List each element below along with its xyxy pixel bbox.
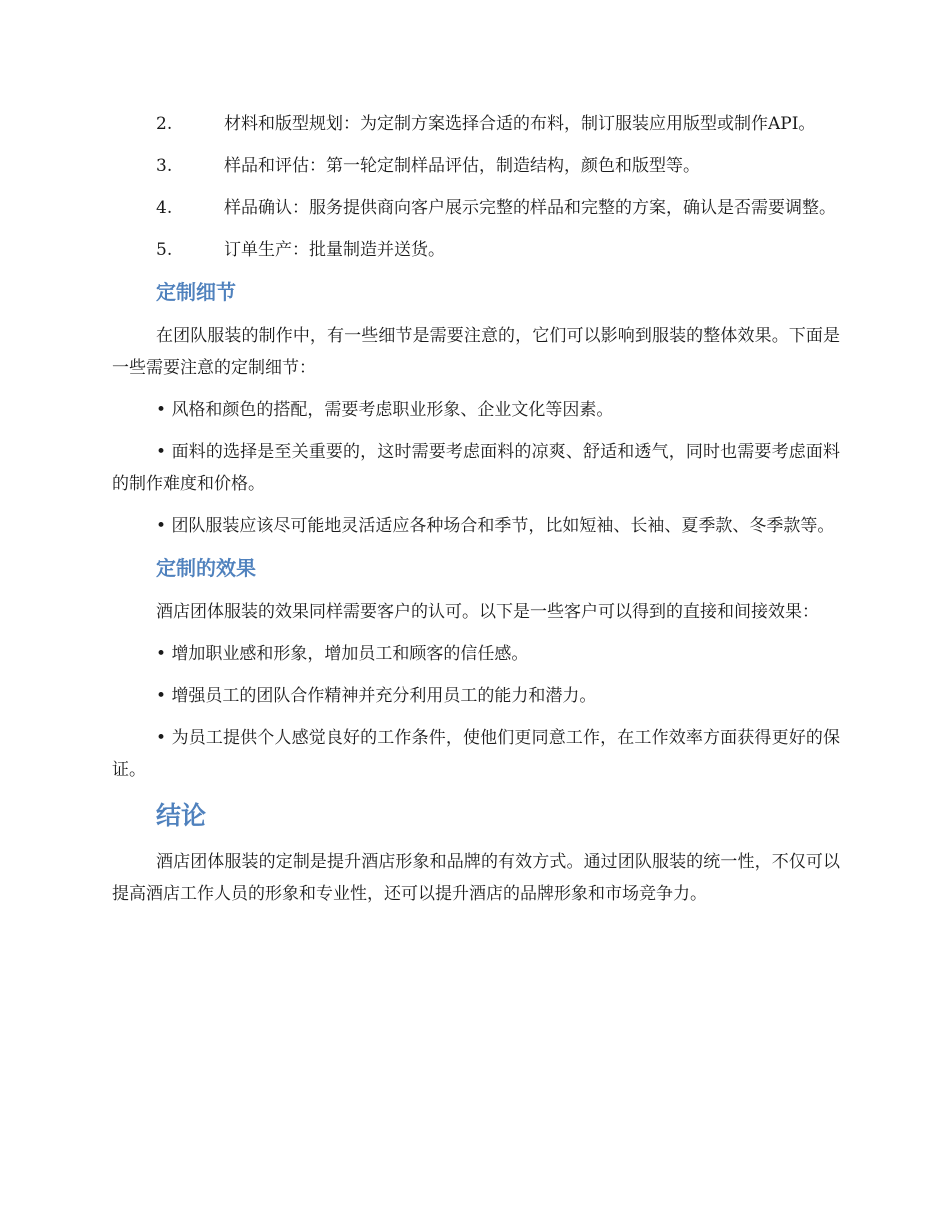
section-heading-effects: 定制的效果: [156, 556, 256, 580]
bullet-text: 增加职业感和形象，增加员工和顾客的信任感。: [171, 644, 529, 664]
bullet-dot: •: [156, 516, 167, 536]
bullet-dot: •: [156, 686, 167, 706]
bullet-text: 为员工提供个人感觉良好的工作条件，使他们更同意工作，在工作效率方面获得更好的保证。: [112, 728, 840, 780]
bullet-text: 面料的选择是至关重要的，这时需要考虑面料的凉爽、舒适和透气，同时也需要考虑面料的制作难度和价格。: [112, 442, 840, 494]
step-number: 2.: [156, 114, 173, 134]
section-heading-conclusion: 结论: [156, 801, 207, 830]
step-number: 3.: [156, 156, 173, 176]
details-intro: 在团队服装的制作中，有一些细节是需要注意的，它们可以影响到服装的整体效果。下面是一些需要注意的定制细节：: [112, 326, 840, 378]
bullet-text: 风格和颜色的搭配，需要考虑职业形象、企业文化等因素。: [171, 400, 614, 420]
details-bullet-3: [112, 510, 840, 542]
bullet-text: 增强员工的团队合作精神并充分利用员工的能力和潜力。: [171, 686, 597, 706]
step-text: 样品确认：服务提供商向客户展示完整的样品和完整的方案，确认是否需要调整。: [224, 198, 836, 218]
section-heading-details: 定制细节: [156, 280, 236, 304]
details-bullet-2: [112, 436, 840, 500]
step-text: 订单生产：批量制造并送货。: [224, 240, 445, 260]
effects-bullet-2: [112, 680, 840, 712]
step-number: 4.: [156, 198, 173, 218]
bullet-dot: •: [156, 400, 167, 420]
step-text: 样品和评估：第一轮定制样品评估，制造结构，颜色和版型等。: [224, 156, 700, 176]
effects-bullet-3: [112, 722, 840, 786]
bullet-dot: •: [156, 644, 167, 664]
step-item-3: [112, 150, 840, 182]
effects-bullet-1: [112, 638, 840, 670]
bullet-text: 团队服装应该尽可能地灵活适应各种场合和季节，比如短袖、长袖、夏季款、冬季款等。: [171, 516, 835, 536]
bullet-dot: •: [156, 442, 167, 462]
document-content: [112, 108, 840, 920]
step-number: 5.: [156, 240, 173, 260]
step-item-4: [112, 192, 840, 224]
details-bullet-1: [112, 394, 840, 426]
bullet-dot: •: [156, 728, 167, 748]
effects-intro: 酒店团体服装的效果同样需要客户的认可。以下是一些客户可以得到的直接和间接效果：: [156, 602, 819, 622]
step-item-5: [112, 234, 840, 266]
step-text: 材料和版型规划：为定制方案选择合适的布料，制订服装应用版型或制作API。: [224, 114, 816, 134]
conclusion-text: 酒店团体服装的定制是提升酒店形象和品牌的有效方式。通过团队服装的统一性，不仅可以提高酒店工作人员的形象和专业性，还可以提升酒店的品牌形象和市场竞争力。: [112, 852, 840, 904]
step-item-2: [112, 108, 840, 140]
